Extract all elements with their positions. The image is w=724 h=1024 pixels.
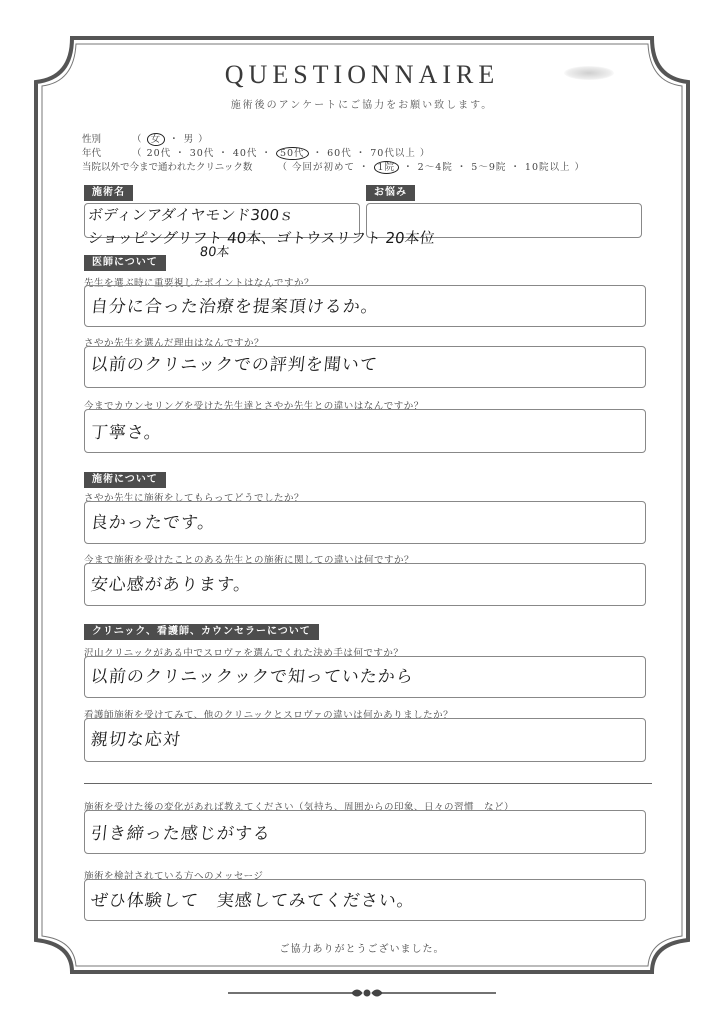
gender-label: 性別 [82,134,102,145]
doctor-answer-1: 自分に合った治療を提案頂けるか。 [89,297,380,317]
page-title: QUESTIONNAIRE [224,60,500,89]
doctor-question-2: さやか先生を選んだ理由はなんですか？ [84,338,265,349]
procedure-answer-2-field[interactable] [84,563,646,606]
doctor-section-label: 医師について [84,255,166,271]
doctor-question-1: 先生を選ぶ時に重要視したポイントはなんですか？ [84,278,315,289]
gender-row [82,131,209,145]
doctor-answer-3: 丁寧さ。 [89,423,164,443]
procedure-answer-1: 良かったです。 [89,513,217,533]
age-row [82,145,430,159]
after-answer-2-field[interactable] [84,879,646,921]
clinic-count-row [82,159,585,173]
page-subtitle: 施術後のアンケートにご協力をお願い致します。 [230,100,494,111]
clinic-question-1: 沢山クリニックがある中でスロヴァを選んでくれた決め手は何ですか？ [84,648,404,659]
procedure-question-2: 今まで施術を受けたことのある先生との施術に関しての違いは何ですか？ [84,555,415,566]
section-divider [84,783,652,784]
clinic-count-selected[interactable]: 1院 [374,161,400,174]
after-answer-2: ぜひ体験して 実感してみてください。 [89,891,416,911]
procedure-answer-1-field[interactable] [84,501,646,544]
procedure-section-label: 施術について [84,472,166,488]
treatment-label: 施術名 [84,185,133,201]
thanks-message: ご協力ありがとうございました。 [279,944,445,955]
clinic-answer-2-field[interactable] [84,718,646,762]
doctor-answer-2: 以前のクリニックでの評判を聞いて [89,355,379,375]
clinic-answer-1-field[interactable] [84,656,646,698]
procedure-answer-2: 安心感があります。 [89,575,253,595]
clinic-answer-2: 親切な応対 [89,730,182,750]
age-options: （ 20代 ・ 30代 ・ 40代 ・ 50代 ・ 60代 ・ 70代以上 ） [132,148,431,159]
after-question-1: 施術を受けた後の変化があれば教えてください（気持ち、周囲からの印象、日々の習慣 など） [84,802,515,813]
gender-options: （ 女 ・ 男 ） [132,134,209,145]
after-question-2: 施術を検討されている方へのメッセージ [84,871,264,882]
clinic-question-2: 看護師施術を受けてみて、他のクリニックとスロヴァの違いは何かありましたか？ [84,710,454,721]
procedure-question-1: さやか先生に施術をしてもらってどうでしたか？ [84,493,305,504]
clinic-section-label: クリニック、看護師、カウンセラーについて [84,624,319,640]
after-answer-1: 引き締った感じがする [89,824,272,844]
footer-ornament [228,990,496,996]
doctor-answer-3-field[interactable] [84,409,646,453]
doctor-question-3: 今までカウンセリングを受けた先生達とさやか先生との違いはなんですか？ [84,401,424,412]
treatment-line-2: ショッピングリフト 40本、ゴトウスリフト 20本位 [87,229,436,247]
treatment-line-1: ボディンアダイヤモンド300ｓ [87,206,295,224]
treatment-correction: 80本 [199,245,231,260]
clinic-answer-1: 以前のクリニックックで知っていたから [89,667,415,687]
doctor-answer-1-field[interactable] [84,285,646,327]
age-selected[interactable]: 50代 [276,147,309,160]
concern-label: お悩み [366,185,415,201]
clinic-count-options: （ 今回が初めて ・ 1院 ・ 2〜4院 ・ 5〜9院 ・ 10院以上 ） [277,162,586,173]
after-answer-1-field[interactable] [84,810,646,854]
gender-selected[interactable]: 女 [147,133,166,146]
doctor-answer-2-field[interactable] [84,346,646,388]
clinic-count-label: 当院以外で今まで通われたクリニック数 [82,162,253,173]
age-label: 年代 [82,148,102,159]
